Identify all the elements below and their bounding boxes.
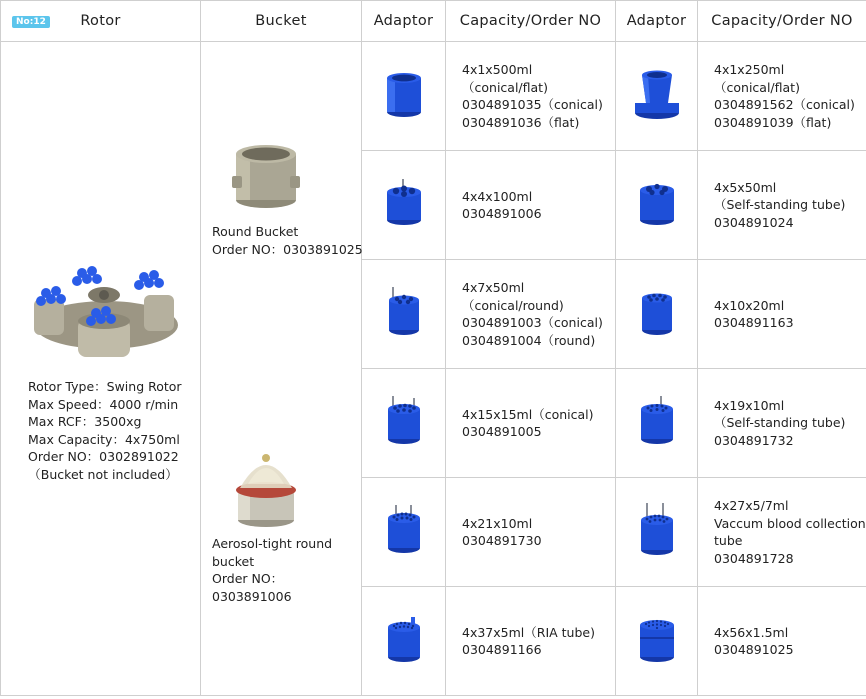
27-hole-adaptor-icon [636, 502, 678, 558]
adaptor-image-cell [616, 151, 698, 260]
bucket-order-number: Order NO：0303891025 [212, 241, 363, 257]
capacity-cell [446, 369, 616, 478]
capacity-line: 4x27x5/7ml [714, 498, 789, 513]
adaptor-image-cell [616, 42, 698, 151]
max-speed: Max Speed：4000 r/min [28, 396, 179, 412]
capacity-line: 4x10x20ml [714, 297, 785, 313]
21-hole-adaptor-icon [383, 504, 425, 556]
capacity-cell [446, 478, 616, 587]
order-number: 0304891025 [714, 642, 794, 657]
swing-rotor-image [26, 255, 182, 365]
capacity-cell [446, 260, 616, 369]
19-hole-adaptor-icon [636, 395, 678, 447]
adaptor-image-cell [616, 478, 698, 587]
col-header-rotor: Rotor [1, 1, 201, 42]
bucket-name: Round Bucket [212, 224, 299, 239]
max-rcf: Max RCF：3500xg [28, 414, 142, 429]
round-bucket-info [212, 223, 363, 258]
col-header-adaptor-2: Adaptor [616, 1, 698, 42]
order-number: 0304891166 [462, 642, 542, 657]
round-bucket-image [230, 138, 302, 210]
tube-note: tube [714, 533, 743, 548]
capacity-cell [698, 478, 866, 587]
capacity-line: 4x21x10ml [462, 515, 533, 531]
15-hole-adaptor-icon [383, 395, 425, 447]
adaptor-image-cell [362, 587, 446, 696]
order-number: 0304891035（conical) [462, 97, 603, 112]
model-badge: No:12 [12, 16, 50, 28]
order-number: 0304891004（round) [462, 332, 596, 348]
10-hole-adaptor-icon [637, 286, 677, 338]
order-number: 0304891730 [462, 533, 542, 548]
rotor-order-number: Order NO：0302891022 [28, 449, 179, 464]
order-number: 0304891006 [462, 206, 542, 221]
bucket-order-number: Order NO：0303891006 [212, 571, 292, 604]
adaptor-image-cell [616, 369, 698, 478]
5-hole-adaptor-icon [635, 178, 679, 228]
capacity-cell [698, 587, 866, 696]
order-number: 0304891562（conical) [714, 97, 855, 112]
37-hole-adaptor-icon [383, 613, 425, 665]
capacity-line: 4x56x1.5ml [714, 624, 789, 640]
capacity-cell [698, 42, 866, 151]
max-capacity: Max Capacity：4x750ml [28, 431, 180, 447]
capacity-cell [446, 151, 616, 260]
col-header-bucket: Bucket [201, 1, 362, 42]
col-header-capacity-1: Capacity/Order NO [446, 1, 616, 42]
capacity-line: 4x37x5ml（RIA tube) [462, 624, 595, 640]
aerosol-tight-bucket-image [230, 448, 302, 528]
capacity-cell [446, 587, 616, 696]
capacity-cell [446, 42, 616, 151]
rotor-note: （Bucket not included） [28, 466, 178, 482]
order-number: 0304891728 [714, 550, 794, 566]
56-hole-adaptor-icon [635, 613, 679, 665]
conical-adaptor-icon [382, 69, 426, 119]
col-header-capacity-2: Capacity/Order NO [698, 1, 866, 42]
adaptor-image-cell [362, 42, 446, 151]
order-number: 0304891003（conical) [462, 315, 603, 330]
order-number: 0304891036（flat) [462, 114, 580, 130]
capacity-cell [698, 260, 866, 369]
order-number: 0304891732 [714, 432, 794, 448]
rotor-specs [28, 378, 182, 483]
capacity-line: 4x19x10ml [714, 397, 785, 413]
4-hole-adaptor-icon [382, 178, 426, 228]
adaptor-image-cell [362, 260, 446, 369]
adaptor-image-cell [616, 260, 698, 369]
capacity-line: 4x7x50ml（conical/round) [462, 280, 564, 313]
table-row [1, 42, 866, 151]
order-number: 0304891005 [462, 424, 542, 439]
7-hole-adaptor-icon [384, 286, 424, 338]
flanged-adaptor-icon [632, 67, 682, 121]
capacity-cell [698, 369, 866, 478]
adaptor-image-cell [362, 478, 446, 587]
capacity-line: 4x1x250ml（conical/flat) [714, 62, 800, 95]
tube-note: （Self-standing tube) [714, 197, 846, 213]
aerosol-tight-bucket-info [212, 535, 352, 605]
rotor-cell [1, 42, 201, 696]
adaptor-image-cell [362, 369, 446, 478]
rotor-type: Rotor Type：Swing Rotor [28, 379, 182, 394]
order-number: 0304891024 [714, 214, 794, 230]
capacity-line: 4x4x100ml [462, 188, 533, 204]
capacity-line: 4x15x15ml（conical) [462, 406, 594, 422]
header-row [1, 1, 866, 42]
tube-note: Vaccum blood collection [714, 515, 866, 531]
capacity-line: 4x1x500ml（conical/flat) [462, 62, 548, 95]
order-number: 0304891163 [714, 315, 794, 330]
capacity-cell [698, 151, 866, 260]
adaptor-image-cell [616, 587, 698, 696]
tube-note: （Self-standing tube) [714, 415, 846, 431]
col-header-adaptor-1: Adaptor [362, 1, 446, 42]
order-number: 0304891039（flat) [714, 114, 832, 130]
adaptor-image-cell [362, 151, 446, 260]
capacity-line: 4x5x50ml [714, 179, 777, 195]
bucket-name: Aerosol-tight round bucket [212, 536, 333, 569]
